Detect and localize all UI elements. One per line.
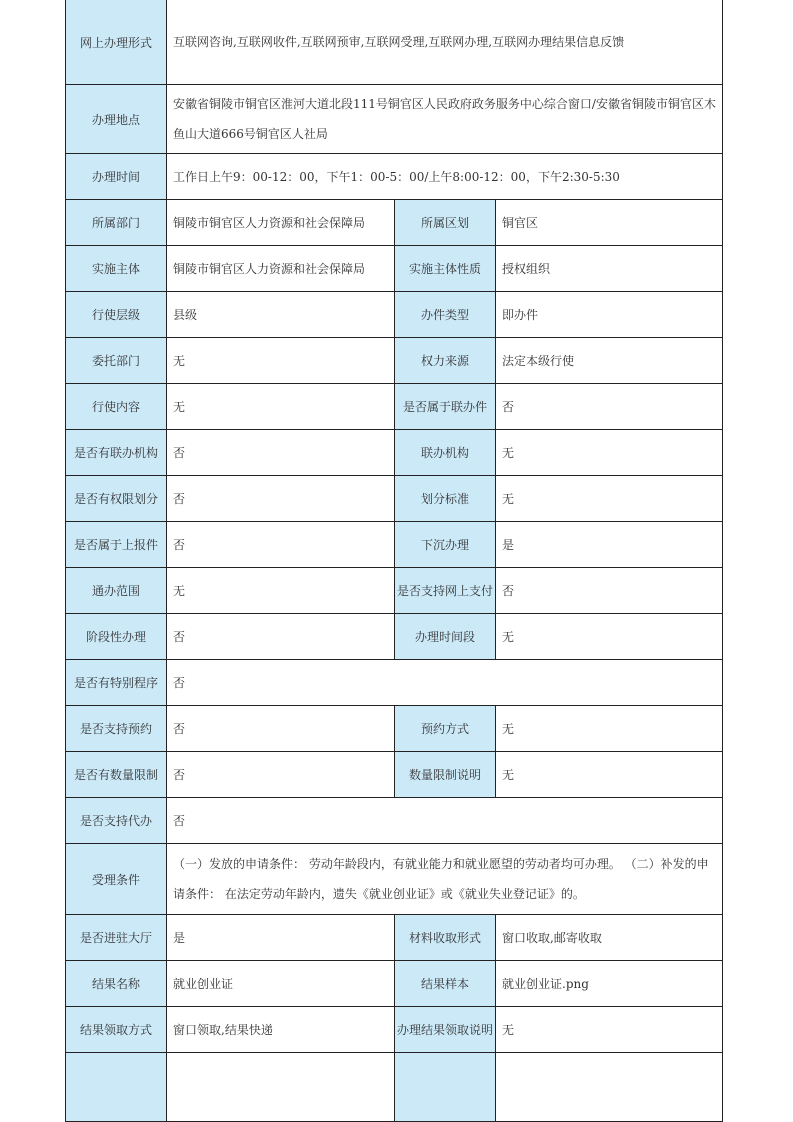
field-value: （一）发放的申请条件： 劳动年龄段内，有就业能力和就业愿望的劳动者均可办理。 （二）补发的申请条件： 在法定劳动年龄内，遗失《就业创业证》或《就业失业登记证》的。 [173, 857, 709, 901]
field-label: 是否有特别程序 [66, 660, 167, 705]
field-value: 铜陵市铜官区人力资源和社会保障局 [167, 200, 395, 245]
field-value: 就业创业证 [167, 961, 395, 1006]
table-row [66, 430, 722, 476]
field-value: 铜官区 [502, 215, 539, 230]
field-label: 划分标准 [395, 476, 496, 521]
field-label: 是否属于联办件 [395, 384, 496, 429]
field-label: 办理结果领取说明 [395, 1007, 496, 1052]
field-value: 铜陵市铜官区人力资源和社会保障局 [167, 246, 395, 291]
table-row [66, 0, 722, 85]
field-label: 是否有数量限制 [66, 752, 167, 797]
field-label: 是否进驻大厅 [66, 915, 167, 960]
field-label: 是否支持代办 [66, 798, 167, 843]
field-value: 无 [502, 767, 515, 782]
field-value: 无 [167, 338, 395, 383]
field-value: 是 [167, 915, 395, 960]
field-value: 窗口收取,邮寄收取 [502, 930, 602, 945]
field-value: 窗口领取,结果快递 [167, 1007, 395, 1052]
table-row [66, 292, 722, 338]
table-row [66, 1053, 722, 1122]
table-row [66, 798, 722, 844]
table-row [66, 706, 722, 752]
table-row [66, 1007, 722, 1053]
field-label: 材料收取形式 [395, 915, 496, 960]
field-label: 所属区划 [395, 200, 496, 245]
field-label: 是否支持网上支付 [395, 568, 496, 613]
field-value: 无 [502, 721, 515, 736]
field-label: 受理条件 [66, 844, 167, 914]
field-value: 工作日上午9：00-12：00，下午1：00-5：00/上午8:00-12：00，下午2:30-5:30 [173, 169, 620, 184]
field-value: 互联网咨询,互联网收件,互联网预审,互联网受理,互联网办理,互联网办理结果信息反馈 [173, 35, 625, 49]
field-value: 授权组织 [502, 261, 551, 276]
field-label [66, 1053, 167, 1121]
field-label: 实施主体性质 [395, 246, 496, 291]
table-row [66, 614, 722, 660]
field-value: 否 [502, 583, 515, 598]
table-row [66, 844, 722, 915]
field-label: 是否属于上报件 [66, 522, 167, 567]
field-label: 结果名称 [66, 961, 167, 1006]
field-value: 是 [502, 537, 515, 552]
table-row [66, 85, 722, 154]
field-value: 否 [173, 675, 186, 690]
field-label: 办理时间 [66, 154, 167, 199]
table-row [66, 154, 722, 200]
field-label: 是否有权限划分 [66, 476, 167, 521]
field-label: 通办范围 [66, 568, 167, 613]
field-value: 否 [502, 399, 515, 414]
field-value: 法定本级行使 [502, 353, 575, 368]
field-value: 无 [502, 629, 515, 644]
field-value [496, 1053, 722, 1121]
table-row [66, 338, 722, 384]
field-value: 无 [167, 384, 395, 429]
field-label: 行使内容 [66, 384, 167, 429]
field-value: 县级 [167, 292, 395, 337]
field-label: 是否有联办机构 [66, 430, 167, 475]
field-value: 否 [167, 522, 395, 567]
field-label: 下沉办理 [395, 522, 496, 567]
field-value: 就业创业证.png [502, 976, 589, 991]
field-label: 网上办理形式 [66, 0, 167, 84]
field-label: 办理地点 [66, 85, 167, 153]
field-value: 无 [502, 1022, 515, 1037]
table-row [66, 568, 722, 614]
field-label: 是否支持预约 [66, 706, 167, 751]
field-label: 阶段性办理 [66, 614, 167, 659]
table-row [66, 246, 722, 292]
field-value: 无 [502, 445, 515, 460]
table-row [66, 915, 722, 961]
field-label: 结果样本 [395, 961, 496, 1006]
table-row [66, 752, 722, 798]
field-value: 否 [167, 614, 395, 659]
field-label: 数量限制说明 [395, 752, 496, 797]
field-label: 联办机构 [395, 430, 496, 475]
field-value: 否 [167, 752, 395, 797]
field-label: 权力来源 [395, 338, 496, 383]
field-label: 预约方式 [395, 706, 496, 751]
field-value: 即办件 [502, 307, 539, 322]
field-label: 所属部门 [66, 200, 167, 245]
table-row [66, 961, 722, 1007]
field-value: 否 [167, 430, 395, 475]
table-row [66, 200, 722, 246]
field-value [167, 1053, 395, 1121]
table-row [66, 522, 722, 568]
field-label: 办理时间段 [395, 614, 496, 659]
service-info-table [65, 0, 723, 1122]
field-value: 否 [167, 706, 395, 751]
table-row [66, 476, 722, 522]
table-row [66, 384, 722, 430]
field-value: 无 [502, 491, 515, 506]
field-value: 否 [167, 476, 395, 521]
field-label: 实施主体 [66, 246, 167, 291]
field-label: 行使层级 [66, 292, 167, 337]
field-label: 办件类型 [395, 292, 496, 337]
field-value: 否 [173, 813, 186, 828]
field-value: 安徽省铜陵市铜官区淮河大道北段111号铜官区人民政府政务服务中心综合窗口/安徽省铜陵市铜官区木鱼山大道666号铜官区人社局 [173, 97, 716, 141]
field-value: 无 [167, 568, 395, 613]
field-label [395, 1053, 496, 1121]
field-label: 结果领取方式 [66, 1007, 167, 1052]
field-label: 委托部门 [66, 338, 167, 383]
table-row [66, 660, 722, 706]
